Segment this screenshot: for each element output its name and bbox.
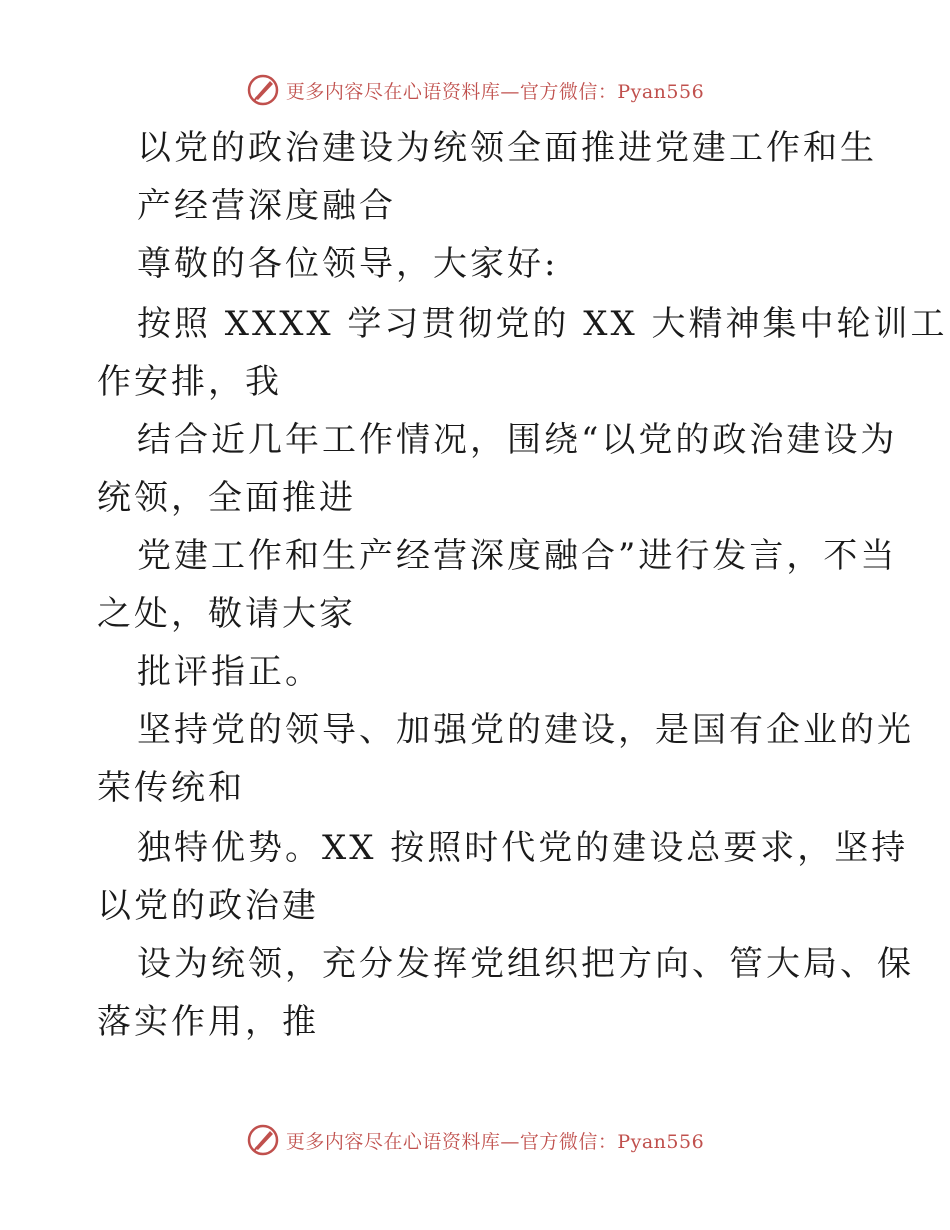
- title-line-2: 产经营深度融合: [137, 186, 396, 226]
- paragraph-line: 批评指正。: [137, 652, 322, 692]
- paragraph-line: 设为统领，充分发挥党组织把方向、管大局、保: [137, 944, 914, 984]
- greeting-line: 尊敬的各位领导，大家好:: [137, 244, 559, 284]
- paragraph-line: 落实作用，推: [97, 1002, 319, 1042]
- footer-watermark: [0, 1120, 950, 1160]
- watermark-text: 更多内容尽在心语资料库—官方微信：Pyan556: [285, 80, 705, 103]
- paragraph-line: 之处，敬请大家: [97, 594, 356, 634]
- title-line-1: 以党的政治建设为统领全面推进党建工作和生: [137, 128, 877, 168]
- paragraph-line: 以党的政治建: [97, 886, 319, 926]
- paragraph-line: 独特优势。XX 按照时代党的建设总要求，坚持: [137, 828, 909, 868]
- paragraph-line: 统领，全面推进: [97, 478, 356, 518]
- quill-logo-icon: [246, 1123, 280, 1157]
- paragraph-line: 作安排，我: [97, 362, 282, 402]
- paragraph-line: 荣传统和: [97, 768, 245, 808]
- paragraph-line: 按照 XXXX 学习贯彻党的 XX 大精神集中轮训工: [137, 304, 948, 344]
- watermark-text: 更多内容尽在心语资料库—官方微信：Pyan556: [285, 1130, 705, 1153]
- paragraph-line: 坚持党的领导、加强党的建设，是国有企业的光: [137, 710, 914, 750]
- paragraph-line: 结合近几年工作情况，围绕“以党的政治建设为: [137, 420, 898, 460]
- paragraph-line: 党建工作和生产经营深度融合”进行发言，不当: [137, 536, 898, 576]
